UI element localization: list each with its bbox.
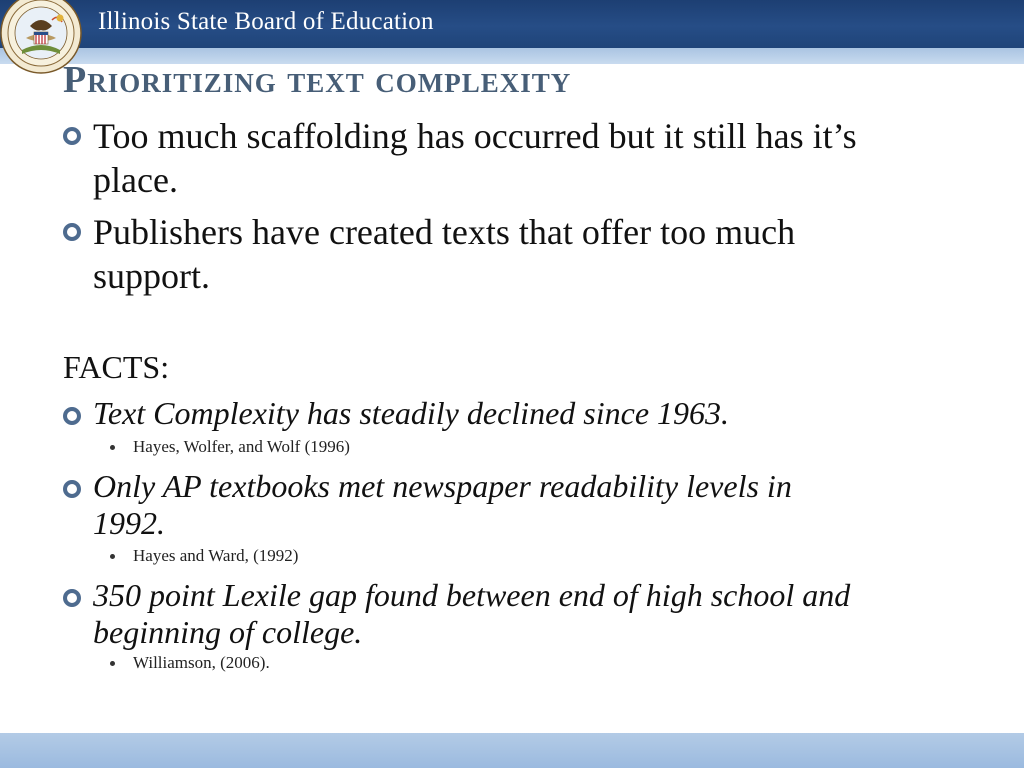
ring-bullet-icon: [63, 589, 81, 607]
fact-source-text: Hayes, Wolfer, and Wolf (1996): [133, 437, 350, 456]
slide-title: Prioritizing text complexity: [63, 59, 572, 101]
ring-bullet-icon: [63, 127, 81, 145]
fact-text: Only AP textbooks met newspaper readability levels in 1992.: [93, 468, 792, 541]
header-bar: [0, 0, 1024, 48]
footer-band: [0, 733, 1024, 768]
fact-source: [110, 546, 298, 566]
fact-source: [110, 437, 350, 457]
ring-bullet-icon: [63, 480, 81, 498]
dot-bullet-icon: [110, 445, 115, 450]
fact-item: [63, 468, 863, 542]
dot-bullet-icon: [110, 661, 115, 666]
bullet-item: [63, 114, 863, 202]
bullet-text: Too much scaffolding has occurred but it still has it’s place.: [93, 116, 857, 200]
fact-source-text: Williamson, (2006).: [133, 653, 270, 672]
fact-text: 350 point Lexile gap found between end of high school and beginning of college.: [93, 577, 851, 650]
facts-label: FACTS:: [63, 349, 170, 385]
fact-item: [63, 577, 863, 651]
ring-bullet-icon: [63, 223, 81, 241]
fact-text: Text Complexity has steadily declined since 1963.: [93, 395, 730, 431]
fact-source: [110, 653, 270, 673]
bullet-text: Publishers have created texts that offer too much support.: [93, 212, 796, 296]
fact-item: [63, 395, 863, 432]
header-title: Illinois State Board of Education: [98, 8, 434, 35]
fact-source-text: Hayes and Ward, (1992): [133, 546, 299, 565]
bullet-item: [63, 210, 863, 298]
ring-bullet-icon: [63, 407, 81, 425]
dot-bullet-icon: [110, 554, 115, 559]
